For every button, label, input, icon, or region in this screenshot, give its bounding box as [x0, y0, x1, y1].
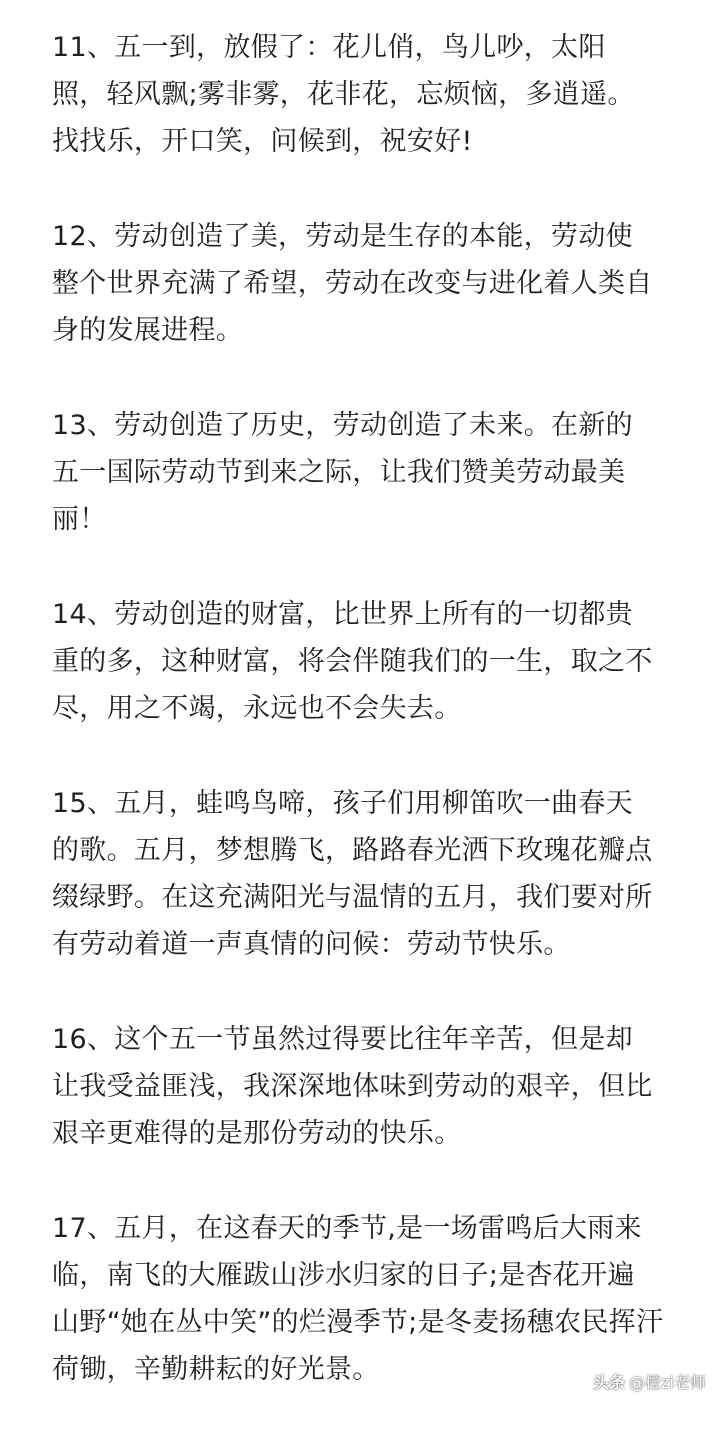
text-line: 重的多，这种财富，将会伴随我们的一生，取之不: [52, 646, 653, 677]
text-line: 丽！: [52, 504, 107, 535]
text-line: 13、劳动创造了历史，劳动创造了未来。在新的: [52, 410, 633, 441]
watermark-brand: 头条: [593, 1373, 626, 1392]
paragraph-12: [52, 213, 692, 354]
text-line: 尽，用之不竭，永远也不会失去。: [52, 693, 462, 724]
paragraph-14: [52, 591, 692, 732]
paragraph-16: [52, 1016, 692, 1157]
paragraph-11: [52, 24, 692, 165]
text-line: 16、这个五一节虽然过得要比往年辛苦，但是却: [52, 1024, 633, 1055]
text-line: 身的发展进程。: [52, 315, 244, 346]
text-line: 缀绿野。在这充满阳光与温情的五月，我们要对所: [52, 882, 653, 913]
paragraph-13: [52, 402, 692, 543]
text-line: 14、劳动创造的财富，比世界上所有的一切都贵: [52, 599, 633, 630]
text-line: 让我受益匪浅，我深深地体味到劳动的艰辛，但比: [52, 1071, 653, 1102]
text-line: 15、五月，蛙鸣鸟啼，孩子们用柳笛吹一曲春天: [52, 788, 633, 819]
text-line: 11、五一到，放假了：花儿俏，鸟儿吵，太阳: [52, 32, 606, 63]
text-line: 荷锄，辛勤耕耘的好光景。: [52, 1354, 380, 1385]
text-line: 山野“她在丛中笑”的烂漫季节;是冬麦扬穗农民挥汗: [52, 1307, 664, 1338]
watermark: [593, 1370, 706, 1393]
text-line: 艰辛更难得的是那份劳动的快乐。: [52, 1118, 462, 1149]
text-line: 找找乐，开口笑，问候到，祝安好!: [52, 126, 473, 157]
text-line: 有劳动着道一声真情的问候：劳动节快乐。: [52, 929, 571, 960]
watermark-handle: @橙zi老师: [629, 1373, 706, 1392]
article-body: [52, 24, 692, 1441]
text-line: 照，轻风飘;雾非雾，花非花，忘烦恼，多逍遥。: [52, 79, 635, 110]
text-line: 五一国际劳动节到来之际，让我们赞美劳动最美: [52, 457, 626, 488]
text-line: 的歌。五月，梦想腾飞，路路春光洒下玫瑰花瓣点: [52, 835, 653, 866]
paragraph-17: [52, 1205, 692, 1393]
paragraph-15: [52, 780, 692, 968]
text-line: 整个世界充满了希望，劳动在改变与进化着人类自: [52, 268, 653, 299]
text-line: 临，南飞的大雁跋山涉水归家的日子;是杏花开遍: [52, 1260, 635, 1291]
text-line: 17、五月，在这春天的季节,是一场雷鸣后大雨来: [52, 1213, 642, 1244]
text-line: 12、劳动创造了美，劳动是生存的本能，劳动使: [52, 221, 633, 252]
